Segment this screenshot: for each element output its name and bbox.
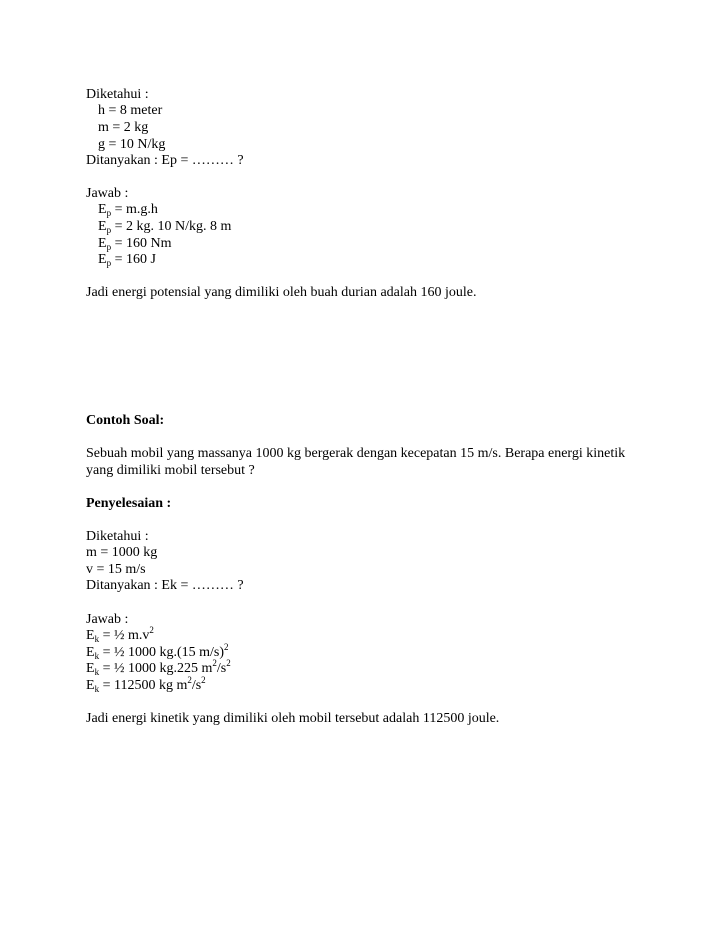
- ep-step-4: $E_p = 160$ J: [98, 252, 156, 268]
- question-line-1: Sebuah mobil yang massanya 1000 kg bergerak dengan kecepatan 15 m/s. Berapa energi kinetik: [86, 446, 626, 461]
- ep-step-1: $E_p = m.g.h$: [98, 202, 158, 218]
- known-label-1: Diketahui :: [86, 87, 149, 102]
- answer-label-1: Jawab :: [86, 186, 129, 201]
- potential-energy-conclusion: Jadi energi potensial yang dimiliki oleh buah durian adalah 160 joule.: [86, 285, 477, 300]
- kinetic-energy-conclusion: Jadi energi kinetik yang dimiliki oleh mobil tersebut adalah 112500 joule.: [86, 711, 500, 726]
- ek-step-1: $E_k$ = ½ $m.v^2$: [86, 625, 154, 644]
- known-velocity: v = 15 m/s: [86, 562, 146, 577]
- asked-label-2: Ditanyakan : Ek = ……… ?: [86, 578, 244, 593]
- answer-label-2: Jawab :: [86, 612, 129, 627]
- known-gravity: g = 10 N/kg: [98, 137, 166, 152]
- ek-step-4: $E_k = 112500$ kg $m^2/s^2$: [86, 675, 206, 694]
- ep-step-2: $E_p = 2$ kg. 10 N/kg. 8 m: [98, 219, 232, 235]
- known-mass-1: m = 2 kg: [98, 120, 149, 135]
- ek-step-3: $E_k$ = ½ 1000 kg.225 $m^2/s^2$: [86, 658, 231, 677]
- solution-heading: Penyelesaian :: [86, 496, 172, 511]
- ek-step-2: $E_k$ = ½ 1000 kg.(15 m/s)$^2$: [86, 642, 229, 661]
- known-height: h = 8 meter: [98, 103, 163, 118]
- ep-step-3: $E_p = 160$ Nm: [98, 236, 172, 252]
- question-line-2: yang dimiliki mobil tersebut ?: [86, 463, 255, 478]
- known-mass-2: m = 1000 kg: [86, 545, 158, 560]
- known-label-2: Diketahui :: [86, 529, 149, 544]
- example-heading: Contoh Soal:: [86, 413, 165, 428]
- asked-label-1: Ditanyakan : Ep = ……… ?: [86, 153, 244, 168]
